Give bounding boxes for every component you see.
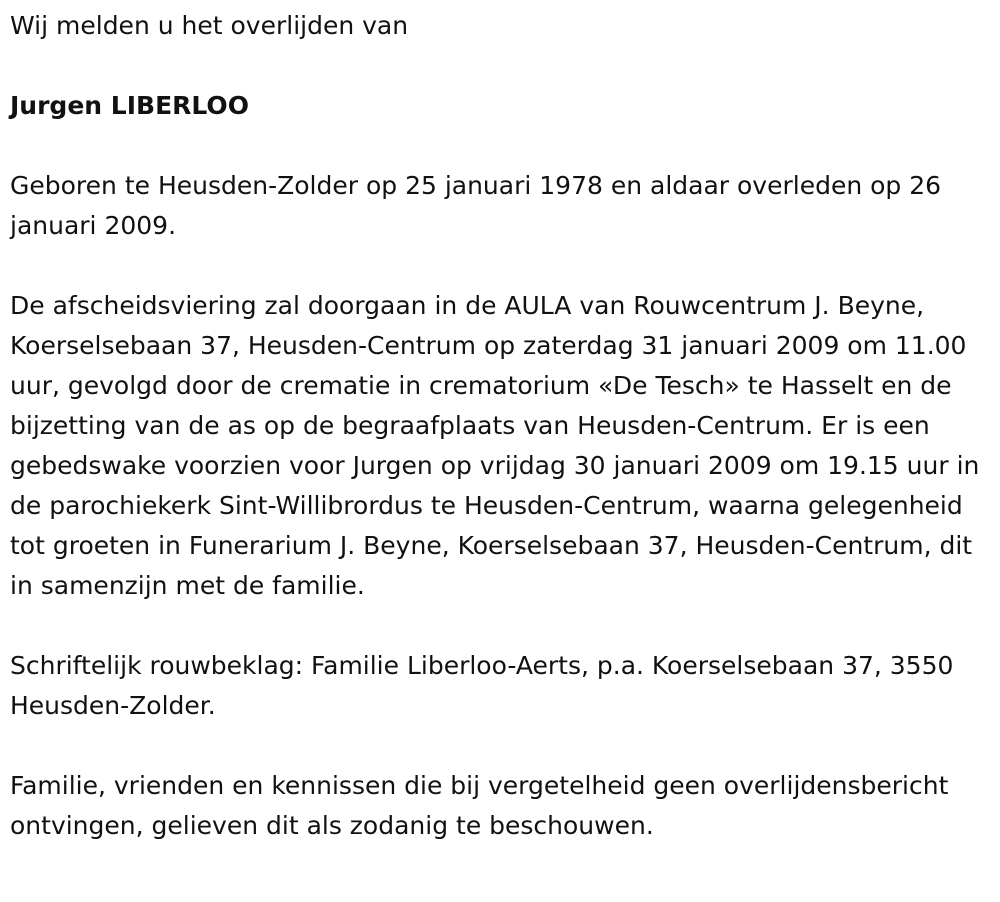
death-notice [10,6,992,846]
birth-death-paragraph: Geboren te Heusden-Zolder op 25 januari 1978 en aldaar overleden op 26 januari 2009. [10,171,942,240]
ceremony-paragraph: De afscheidsviering zal doorgaan in de AULA van Rouwcentrum J. Beyne, Koerselsebaan 37, Heusden-Centrum op zaterdag 31 januari 2009 om 11.00 uur, gevolgd door de crematie in crematorium «De Tesch» te Hasselt en de bijzetting van de as op de begraafplaats van Heusden-Centrum. Er is een gebedswake voorzien voor Jurgen op vrijdag 30 januari 2009 om 19.15 uur in de parochiekerk Sint-Willibrordus te Heusden-Centrum, waarna gelegenheid tot groeten in Funerarium J. Beyne, Koerselsebaan 37, Heusden-Centrum, dit in samenzijn met de familie. [10,291,980,600]
condolence-address-paragraph: Schriftelijk rouwbeklag: Familie Liberloo-Aerts, p.a. Koerselsebaan 37, 3550 Heusden-Zolder. [10,651,954,720]
intro-text: Wij melden u het overlijden van [10,11,409,40]
deceased-name: Jurgen LIBERLOO [10,91,249,120]
closing-paragraph: Familie, vrienden en kennissen die bij vergetelheid geen overlijdensbericht ontvingen, gelieven dit als zodanig te beschouwen. [10,771,949,840]
